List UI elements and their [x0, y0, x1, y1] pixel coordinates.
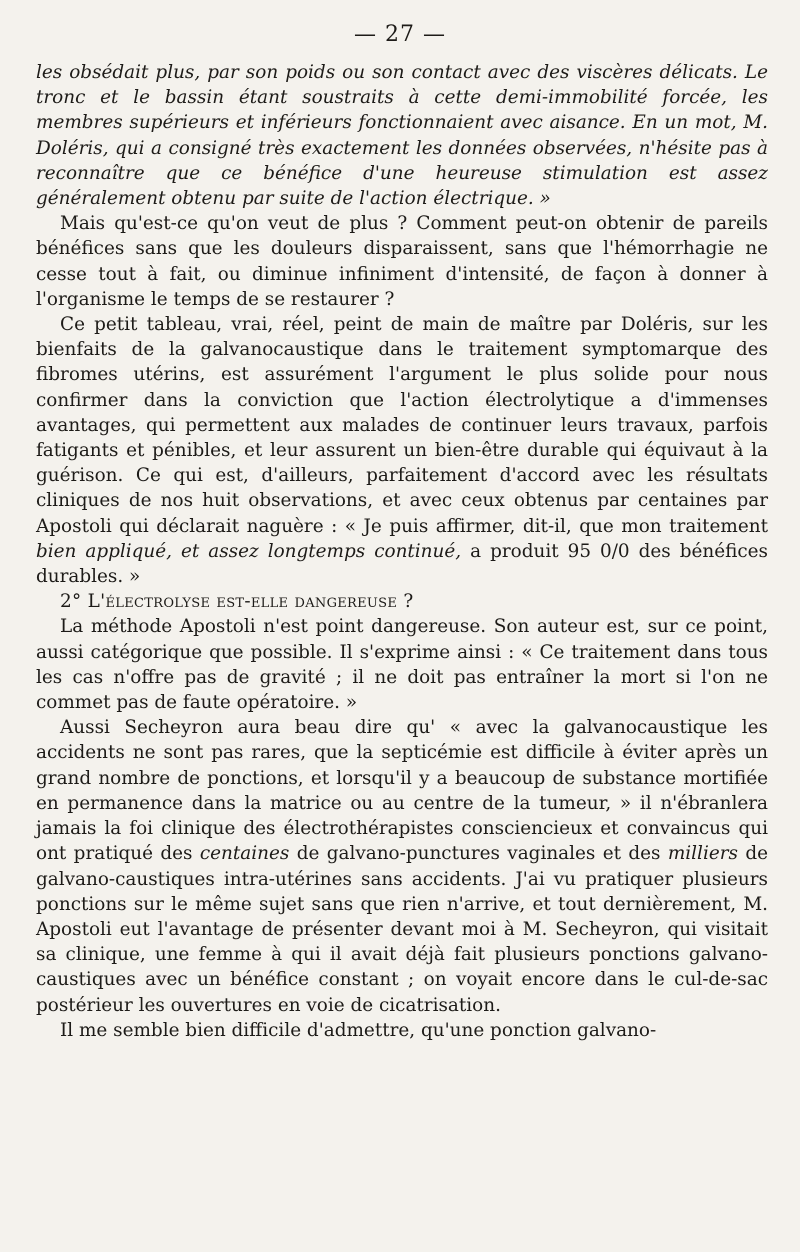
italic-milliers: milliers [667, 843, 738, 865]
paragraph-5-middle: de galvano-punctures vaginales et des [296, 843, 661, 865]
italic-centaines: centaines [199, 843, 290, 865]
paragraph-3-end: a produit 95 0/0 des bénéfices durables. » [36, 540, 768, 588]
body-text [36, 60, 768, 1043]
paragraph-5 [36, 715, 768, 1017]
paragraph-3 [36, 312, 768, 589]
italic-quote: les obsédait plus, par son poids ou son contact avec des viscères délicats. Le tronc et le bassin étant soustraits à cette demi-immobilité forcée, les membres supérieurs et inférieurs fonctionnaient avec aisance. En un mot, M. Doléris, qui a consigné très exactement les données observées, n'hésite pas à reconnaître que ce bénéfice d'une heureuse stimulation est assez généralement obtenu par suite de l'action électrique. » [36, 62, 768, 210]
paragraph-4: La méthode Apostoli n'est point dangereuse. Son auteur est, sur ce point, aussi catégorique que possible. Il s'exprime ainsi : « Ce traitement dans tous les cas n'offre pas de gravité ; il ne doit pas entraîner la mort si l'on ne commet pas de faute opératoire. » [36, 616, 768, 714]
paragraph-3-text: Ce petit tableau, vrai, réel, peint de main de maître par Doléris, sur les bienfaits de la galvanocaustique dans le traitement symptomarque des fibromes utérins, est assurément l'argument le plus solide pour nous confirmer dans la conviction que l'action électrolytique a d'immenses avantages, qui permettent aux malades de continuer leurs travaux, parfois fatigants et pénibles, et leur assurent un bien-être durable qui équivaut à la guérison. Ce qui est, d'ailleurs, parfaitement d'accord avec les résultats cliniques de nos huit observations, et avec ceux obtenus par centaines par Apostoli qui déclarait naguère : « Je puis affirmer, dit-il, que mon traitement [36, 314, 768, 537]
section-heading: 2° L'électrolyse est-elle dangereuse ? [60, 591, 414, 613]
paragraph-2: Mais qu'est-ce qu'on veut de plus ? Comment peut-on obtenir de pareils bénéfices sans que les douleurs disparaissent, sans que l'hémorrhagie ne cesse tout à fait, ou diminue infiniment d'intensité, de façon à donner à l'organisme le temps de se restaurer ? [36, 213, 768, 310]
paragraph-5-text: Aussi Secheyron aura beau dire qu' « avec la galvanocaustique les accidents ne sont pas rares, que la septicémie est difficile à éviter après un grand nombre de ponctions, et lorsqu'il y a beaucoup de substance mortifiée en permanence dans la matrice ou au centre de la tumeur, » il n'ébranlera jamais la foi clinique des électrothérapistes consciencieux et convaincus qui ont pratiqué des [36, 717, 768, 865]
paragraph-5-end: de galvano-caustiques intra-utérines sans accidents. J'ai vu pratiquer plusieurs ponctions sur le même sujet sans que rien n'arrive, et tout dernièrement, M. Apostoli eut l'avantage de présenter devant moi à M. Secheyron, qui visitait sa clinique, une femme à qui il avait déjà fait plusieurs ponctions galvano-caustiques avec un bénéfice constant ; on voyait encore dans le cul-de-sac postérieur les ouvertures en voie de cicatrisation. [36, 843, 768, 1016]
paragraph-6: Il me semble bien difficile d'admettre, qu'une ponction galvano- [60, 1019, 657, 1041]
page-number: — 27 — [354, 22, 446, 47]
paragraph-1 [36, 60, 768, 211]
italic-emphasis: bien appliqué, et assez longtemps continué, [36, 540, 462, 562]
